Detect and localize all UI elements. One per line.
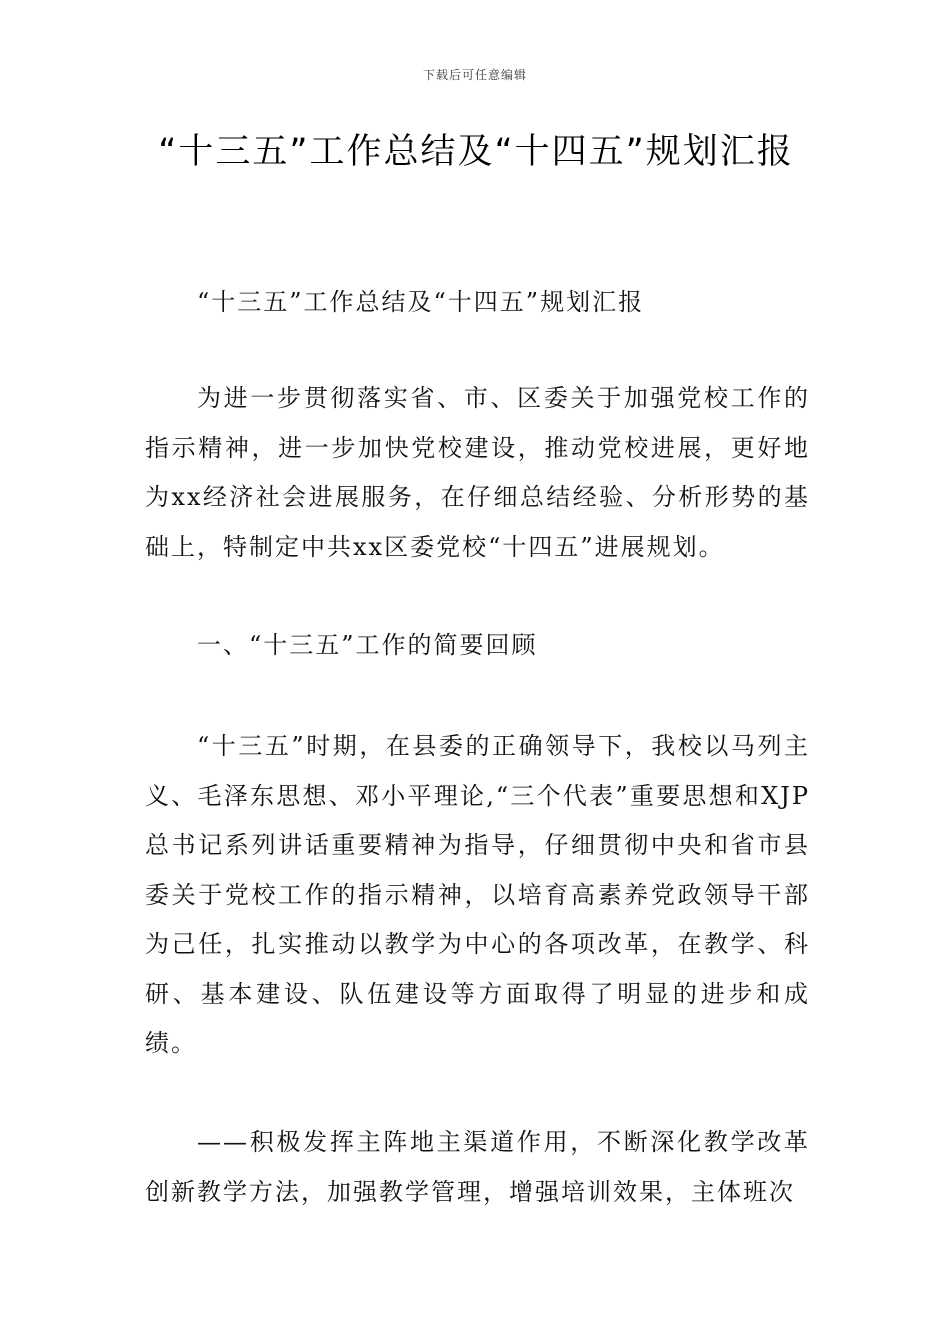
section-heading: 一、“十三五”工作的简要回顾	[197, 631, 538, 659]
intro-paragraph: 为进一步贯彻落实省、市、区委关于加强党校工作的指示精神，进一步加快党校建设，推动党校进展，更好地为xx经济社会进展服务，在仔细总结经验、分析形势的基础上，特制定中共xx区委党校“十四五”进展规划。	[145, 384, 810, 561]
document-title: “十三五”工作总结及“十四五”规划汇报	[158, 132, 794, 172]
bullet-paragraph: ——积极发挥主阵地主渠道作用，不断深化教学改革创新教学方法，加强教学管理，增强培训效果，主体班次	[145, 1128, 810, 1206]
subtitle-paragraph: “十三五”工作总结及“十四五”规划汇报	[197, 288, 645, 316]
review-paragraph: “十三五”时期，在县委的正确领导下，我校以马列主义、毛泽东思想、邓小平理论,“三个代表”重要思想和XJP总书记系列讲话重要精神为指导，仔细贯彻中央和省市县委关于党校工作的指示精神，以培育高素养党政领导干部为己任，扎实推动以教学为中心的各项改革，在教学、科研、基本建设、队伍建设等方面取得了明显的进步和成绩。	[145, 732, 810, 1057]
header-note: 下载后可任意编辑	[422, 68, 527, 82]
